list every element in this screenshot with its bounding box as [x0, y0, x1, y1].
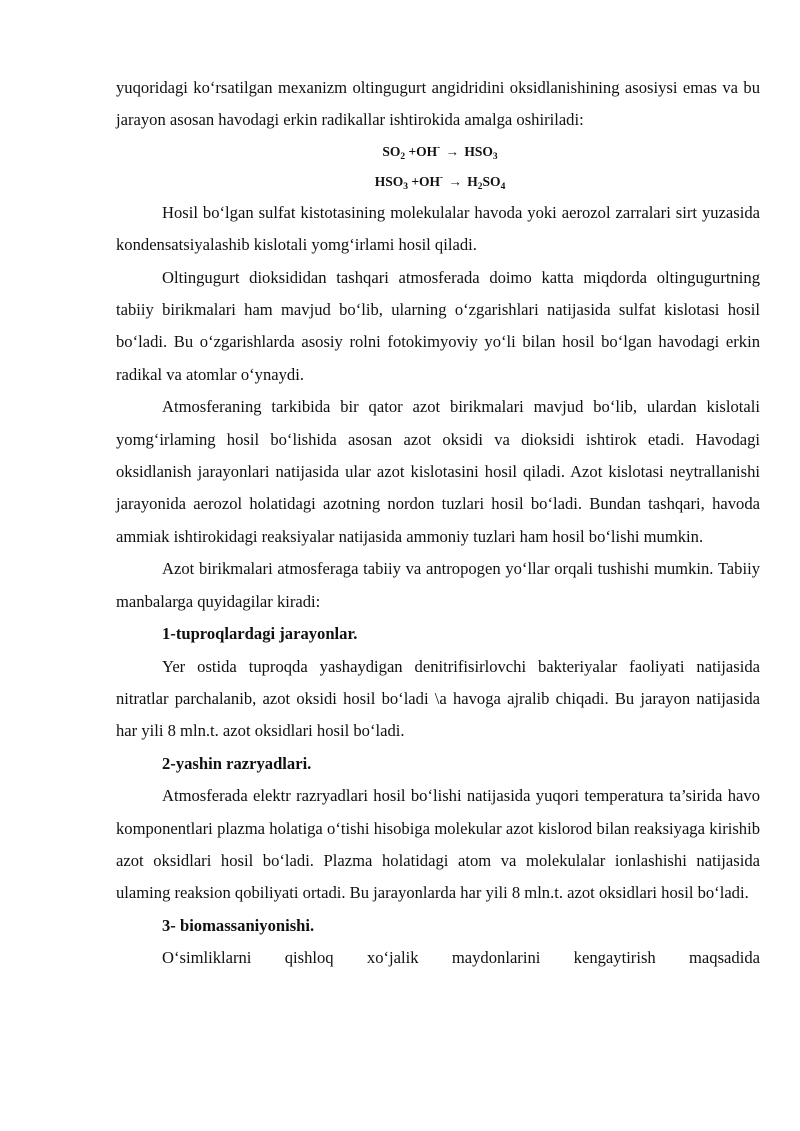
reaction-arrow-icon: →	[448, 173, 462, 189]
paragraph-plants-clearing: Oʻsimliklarni qishloq xoʻjalik maydonlarini kengaytirish maqsadida	[162, 948, 760, 968]
heading-soil-processes: 1-tuproqlardagi jarayonlar.	[162, 624, 358, 644]
paragraph-soil-bacteria: Yer ostida tuproqda yashaydigan denitrifisirlovchi bakteriyalar faoliyati natijasida nitratlar parchalanib, azot oksidi hosil boʻladi \a havoga ajralib chiqadi. Bu jarayon natijasida har yili 8 mln.t. azot oksidlari hosil boʻladi.	[116, 656, 760, 741]
heading-lightning: 2-yashin razryadlari.	[162, 753, 312, 773]
equation-so2-oh: $SO_2 +OH^- \to HSO_3$	[382, 141, 498, 162]
paragraph-sulfur-compounds: Oltingugurt dioksididan tashqari atmosferada doimo katta miqdorda oltingugurtning tabiiy birikmalari ham mavjud boʻlib, ularning oʻzgarishlari natijasida sulfat kislotasi hosil boʻladi. Bu oʻzgarishlarda asosiy rolni fotokimyoviy yoʻli bilan hosil boʻlgan havodagi erkin radikal va atomlar oʻynaydi.	[116, 267, 760, 384]
reaction-arrow-icon: →	[445, 143, 460, 159]
heading-biomass-burning: 3- biomassaniyonishi.	[162, 915, 315, 935]
paragraph-natural-sources: Azot birikmalari atmosferaga tabiiy va antropogen yoʻllar orqali tushishi mumkin. Tabiiy manbalarga quyidagilar kiradi:	[116, 559, 760, 611]
paragraph-nitrogen-compounds: Atmosferaning tarkibida bir qator azot birikmalari mavjud boʻlib, ulardan kislotali yomgʻirlaming hosil boʻlishida asosan azot oksidi va dioksidi ishtirok etadi. Havodagi oksidlanish jarayonlari natijasida ular azot kislotasini hosil qiladi. Azot kislotasi neytrallanishi jarayonida aerozol holatidagi azotning nordon tuzlari hosil boʻladi. Bundan tashqari, havoda ammiak ishtirokidagi reaksiyalar natijasida ammoniy tuzlari ham hosil boʻlishi mumkin.	[116, 397, 760, 546]
document-page	[116, 72, 760, 975]
equation-hso3-oh: $HSO_3 +OH^- \to H_2SO_4$	[374, 171, 506, 192]
paragraph-sulfuric-acid: Hosil boʻlgan sulfat kistotasining molekulalar havoda yoki aerozol zarralari sirt yuzasida kondensatsiyalashib kislotali yomgʻirlami hosil qiladi.	[116, 202, 760, 255]
paragraph-electric-discharges: Atmosferada elektr razryadlari hosil boʻlishi natijasida yuqori temperatura ta’sirida havo komponentlari plazma holatiga oʻtishi hisobiga molekular azot kislorod bilan reaksiyaga kirishib azot oksidlari hosil boʻladi. Plazma holatidagi atom va molekulalar ionlashishi natijasida ulaming reaksion qobiliyati ortadi. Bu jarayonlarda har yili 8 mln.t. azot oksidlari hosil boʻladi.	[116, 786, 760, 903]
paragraph-radical-mechanism: yuqoridagi koʻrsatilgan mexanizm oltingugurt angidridini oksidlanishining asosiysi emas va bu jarayon asosan havodagi erkin radikallar ishtirokida amalga oshiriladi:	[116, 78, 760, 130]
